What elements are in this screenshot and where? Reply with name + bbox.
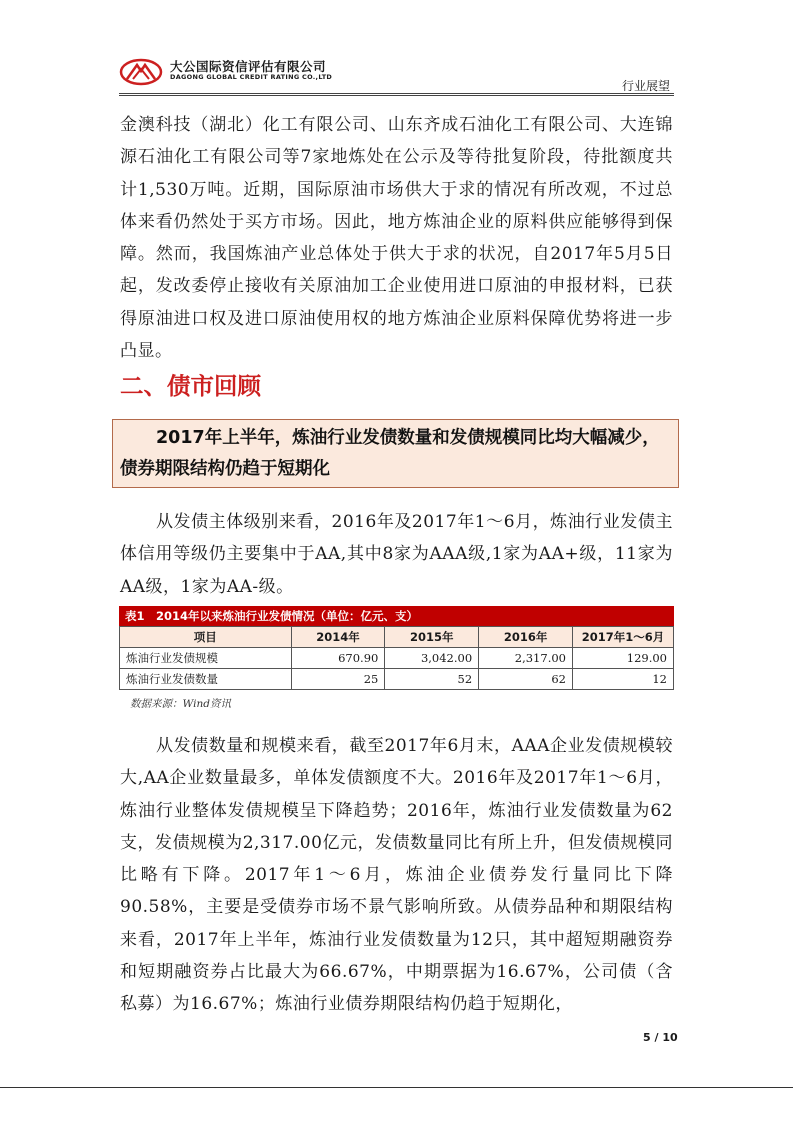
table-header-cell: 2017年1～6月	[572, 627, 673, 648]
highlight-line-2: 债券期限结构仍趋于短期化	[120, 459, 330, 479]
footer-divider	[0, 1087, 793, 1088]
table-cell: 炼油行业发债数量	[120, 669, 292, 690]
header-divider	[119, 93, 674, 94]
table-cell: 62	[479, 669, 573, 690]
dagong-logo-icon	[119, 57, 167, 87]
table-cell: 52	[385, 669, 479, 690]
table-cell: 2,317.00	[479, 648, 573, 669]
table-cell: 670.90	[291, 648, 385, 669]
company-name-cn: 大公国际资信评估有限公司	[170, 59, 327, 74]
table-title: 表1 2014年以来炼油行业发债情况（单位：亿元、支）	[119, 606, 674, 626]
table-cell: 3,042.00	[385, 648, 479, 669]
page-header	[0, 0, 793, 100]
table-cell: 炼油行业发债规模	[120, 648, 292, 669]
company-name-en: DAGONG GLOBAL CREDIT RATING CO.,LTD	[170, 73, 333, 81]
page-number: 5 / 10	[643, 1031, 678, 1044]
data-table	[119, 626, 674, 690]
table-cell: 25	[291, 669, 385, 690]
section-label: 行业展望	[621, 79, 670, 93]
highlight-line-1: 2017年上半年，炼油行业发债数量和发债规模同比均大幅减少，	[156, 428, 660, 448]
table-header-cell: 2014年	[291, 627, 385, 648]
table-header-cell: 2016年	[479, 627, 573, 648]
body-paragraph-2: 从发债主体级别来看，2016年及2017年1～6月，炼油行业发债主体信用等级仍主要集中于AA,其中8家为AAA级,1家为AA+级，11家为AA级，1家为AA-级。	[120, 512, 673, 597]
header-divider-secondary	[119, 95, 674, 96]
body-paragraph-3: 从发债数量和规模来看，截至2017年6月末，AAA企业发债规模较大,AA企业数量最多，单体发债额度不大。2016年及2017年1～6月，炼油行业整体发债规模呈下降趋势；2016年，炼油行业发债数量为62支，发债规模为2,317.00亿元，发债数量同比有所上升，但发债规模同比略有下降。2017年1～6月，炼油企业债券发行量同比下降 90.58%，主要是受债券市场不景气影响所致。从债券品种和期限结构来看，2017年上半年，炼油行业发债数量为12只，其中超短期融资券和短期融资券占比最大为66.67%，中期票据为16.67%，公司债（含私募）为16.67%；炼油行业债券期限结构仍趋于短期化，	[120, 736, 673, 1015]
section-heading: 二、债市回顾	[120, 372, 261, 400]
table-header-cell: 2015年	[385, 627, 479, 648]
table-cell: 12	[572, 669, 673, 690]
table-header-row	[120, 627, 674, 648]
table-row	[120, 648, 674, 669]
table-header-cell: 项目	[120, 627, 292, 648]
table-cell: 129.00	[572, 648, 673, 669]
body-paragraph-1: 金澳科技（湖北）化工有限公司、山东齐成石油化工有限公司、大连锦源石油化工有限公司等7家地炼处在公示及等待批复阶段，待批额度共计1,530万吨。近期，国际原油市场供大于求的情况有所改观，不过总体来看仍然处于买方市场。因此，地方炼油企业的原料供应能够得到保障。然而，我国炼油产业总体处于供大于求的状况，自2017年5月5日起，发改委停止接收有关原油加工企业使用进口原油的申报材料，已获得原油进口权及进口原油使用权的地方炼油企业原料保障优势将进一步凸显。	[120, 115, 673, 362]
table-row	[120, 669, 674, 690]
bond-issuance-table	[119, 606, 674, 690]
table-source-note: 数据来源：Wind资讯	[130, 698, 231, 710]
highlight-heading	[120, 423, 680, 485]
